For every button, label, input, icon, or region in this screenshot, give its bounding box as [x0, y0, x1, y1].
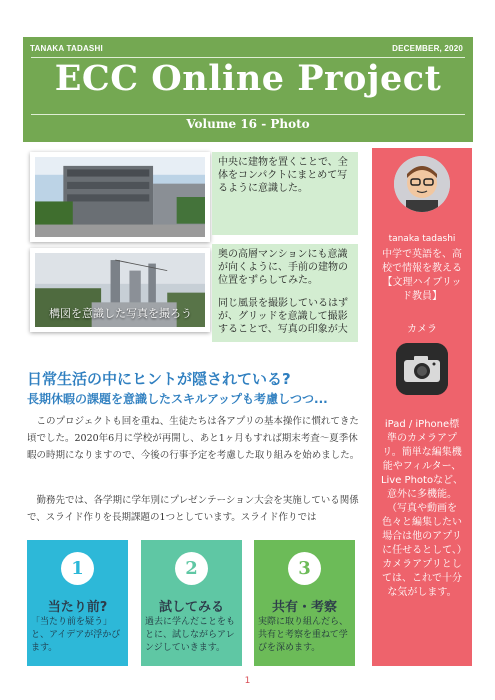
header-banner — [23, 37, 473, 142]
header-rule-bottom — [31, 114, 465, 115]
author-name: tanaka tadashi — [388, 234, 456, 244]
article-paragraph-2: 勤務先では、各学期に学年別にプレゼンテーション大会を実施している関係で、スライド作りを長期課題の1つとしています。スライド作りでは — [27, 495, 359, 523]
photo-caption: 構図を意識した写真を撮ろう — [49, 307, 192, 320]
step-2-number: 2 — [175, 552, 208, 585]
step-card-1 — [27, 540, 128, 666]
author-sidebar — [372, 148, 472, 666]
sidebar-heading: カメラ — [407, 324, 437, 335]
camera-description: iPad / iPhone標準のカメラアプリ。簡単な編集機能やフィルター、Live Photoなど、意外に多機能。（写真や動画を色々と編集したい場合は他のアプリに任せるとして、）カメラアプリとしては、これで十分な気がします。 — [380, 419, 464, 598]
article-heading: 日常生活の中にヒントが隠されている? — [27, 370, 291, 388]
step-card-3 — [254, 540, 355, 666]
step-1-body: 「当たり前を疑う」と、アイデアが浮かびます。 — [31, 617, 121, 653]
step-3-body: 実際に取り組んだら、共有と考察を重ねて学びを深めます。 — [258, 617, 349, 653]
page-number: 1 — [244, 676, 251, 686]
author-role: 中学で英語を、高校で情報を教える【文理ハイブリッド教員】 — [382, 249, 462, 302]
step-3-number: 3 — [288, 552, 321, 585]
date-label: DECEMBER, 2020 — [392, 44, 463, 53]
step-3-title: 共有・考察 — [271, 600, 337, 615]
page-title: ECC Online Project — [54, 58, 442, 99]
photo-note-1 — [212, 152, 358, 235]
photo-note-2 — [212, 244, 358, 342]
skyline-photo — [30, 248, 210, 332]
article-paragraph-1: このプロジェクトも回を重ね、生徒たちは各アプリの基本操作に慣れてきた頃でした。2020年6月に学校が再開し、あと1ヶ月もすれば期末考査〜夏季休暇の時期になりますので、今後の行事予定を考慮した取り組みを始めました。 — [27, 416, 360, 461]
step-card-2 — [141, 540, 242, 666]
building-photo — [30, 152, 210, 242]
volume-label: Volume 16 - Photo — [186, 117, 310, 131]
article-subheading: 長期休暇の課題を意識したスキルアップも考慮しつつ... — [27, 392, 328, 406]
photo-note-2-text-b: 同じ風景を撮影しているはずが、グリッドを意識して撮影することで、写真の印象が大 — [218, 298, 348, 335]
camera-icon — [396, 343, 448, 395]
step-1-number: 1 — [61, 552, 94, 585]
step-2-body: 過去に学んだことをもとに、試しながらアレンジしていきます。 — [145, 617, 236, 653]
author-label: TANAKA TADASHI — [30, 44, 103, 53]
photo-note-1-text: 中央に建物を置くことで、全体をコンパクトにまとめて写るように意識した。 — [218, 157, 348, 194]
step-1-title: 当たり前? — [47, 600, 108, 615]
avatar — [394, 156, 450, 212]
photo-note-2-text-a: 奥の高層マンションにも意識が向くように、手前の建物の位置をずらしてみた。 — [218, 249, 348, 286]
step-2-title: 試してみる — [158, 600, 224, 615]
